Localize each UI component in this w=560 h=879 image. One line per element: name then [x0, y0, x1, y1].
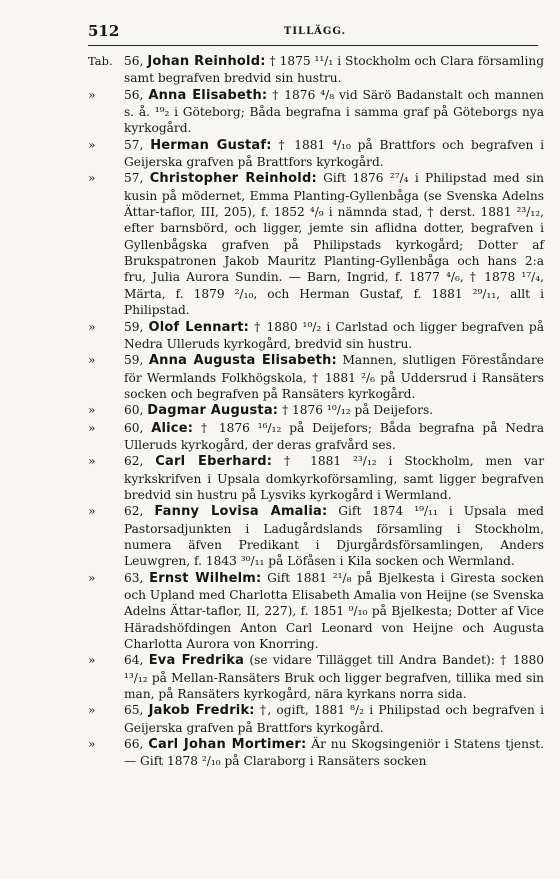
- entry-text: †, ogift, 1881 ⁸/₂ i Philipstad och begrafven i Geijerska grafven på Brattfors kyrkogård.: [124, 703, 545, 735]
- entry-text: Mannen, slutligen Föreståndare för Wermlands Folkhögskola, † 1881 ²/₆ på Uddersrud i Ransäters socken och begrafven på Ransäters kyrkogård.: [124, 353, 544, 401]
- table-marker: »: [88, 653, 96, 668]
- genealogy-entry: [88, 352, 544, 402]
- table-marker: »: [88, 171, 96, 186]
- person-name: Olof Lennart:: [148, 319, 250, 335]
- genealogy-entry: [88, 702, 545, 736]
- person-name: Carl Johan Mortimer:: [148, 737, 307, 753]
- genealogy-entry: [88, 453, 545, 503]
- genealogy-entry: [88, 87, 545, 137]
- person-name: Johan Reinhold:: [147, 54, 266, 69]
- entry-text: Gift 1874 ¹⁹/₁₁ i Upsala med Pastorsadjunkten i Ladugårdslands församling i Stockholm, numera äfven Predikant i Djurgårdsförsamlingen, Anders Leuwgren, f. 1843 ³⁰/₁₁ på Löfåsen i Kila socken och Wermland.: [124, 504, 544, 569]
- genealogy-entry: [88, 420, 545, 454]
- table-number: 56,: [124, 87, 144, 102]
- genealogy-entry: [88, 53, 545, 87]
- entry-text: † 1881 ⁴/₁₀ på Brattfors och begrafven i Geijerska grafven på Brattfors kyrkogård.: [124, 137, 545, 170]
- entry-list: [88, 53, 544, 770]
- header-rule: [88, 45, 538, 46]
- person-name: Jakob Fredrik:: [148, 703, 255, 719]
- entry-text: † 1880 ¹⁰/₂ i Carlstad och ligger begrafven på Nedra Ulleruds kyrkogård, bredvid sin hustru.: [124, 319, 544, 351]
- person-name: Herman Gustaf:: [150, 137, 272, 153]
- table-marker: »: [88, 570, 96, 585]
- running-title: TILLÄGG.: [283, 26, 347, 37]
- page-header: [88, 22, 542, 42]
- person-name: Anna Augusta Elisabeth:: [148, 353, 337, 369]
- person-name: Dagmar Augusta:: [147, 403, 279, 419]
- genealogy-entry: [88, 736, 545, 770]
- table-number: 57,: [124, 171, 144, 186]
- table-marker: »: [88, 737, 96, 752]
- genealogy-entry: [88, 503, 544, 569]
- table-number: 60,: [124, 420, 144, 435]
- table-number: 66,: [124, 737, 144, 752]
- person-name: Anna Elisabeth:: [148, 87, 268, 103]
- entry-text: Gift 1876 ²⁷/₄ i Philipstad med sin kusin på mödernet, Emma Planting-Gyllenbåga (se Svenska Adelns Ättar-taflor, III, 205), f. 1852 ⁴/₉ i nämnda stad, † derst. 1881 ²³/₁₂, efter barnsbörd, och ligger, jemte sin aflidna dotter, begrafven i Gyllenbågska grafven på Philipstads kyrkogård; Dotter af Brukspatronen Jakob Mauritz Planting-Gyllenbåga och hans 2:a fru, Julia Aurora Sundin. — Barn, Ingrid, f. 1877 ⁴/₆, † 1878 ¹⁷/₄, Märta, f. 1879 ²/₁₀, och Herman Gustaf, f. 1881 ²⁹/₁₁, allt i Philipstad.: [124, 171, 544, 318]
- entry-text: † 1876 ⁴/₈ vid Särö Badanstalt och mannen s. å. ¹⁹₂ i Göteborg; Båda begrafna i samma graf på Göteborgs nya kyrkogård.: [124, 87, 545, 136]
- person-name: Fanny Lovisa Amalia:: [154, 504, 328, 520]
- table-marker: »: [88, 87, 96, 102]
- table-marker: »: [88, 703, 96, 718]
- genealogy-entry: [88, 170, 544, 318]
- table-number: 63,: [124, 570, 144, 585]
- genealogy-entry: [88, 570, 545, 653]
- genealogy-entry: [88, 319, 544, 353]
- table-number: 65,: [124, 703, 144, 718]
- genealogy-entry: [88, 137, 545, 171]
- table-number: 62,: [124, 504, 144, 519]
- table-marker: »: [88, 353, 96, 368]
- table-marker: Tab.: [88, 54, 113, 68]
- entry-text: Är nu Skogsingeniör i Statens tjenst. — Gift 1878 ²/₁₀ på Claraborg i Ransäters socken: [124, 737, 545, 769]
- page-number: 512: [88, 22, 120, 40]
- table-marker: »: [88, 454, 96, 469]
- genealogy-entry: [88, 652, 544, 702]
- entry-text: † 1875 ¹¹/₁ i Stockholm och Clara församling samt begrafven bredvid sin hustru.: [124, 54, 545, 86]
- person-name: Christopher Reinhold:: [149, 171, 317, 187]
- table-number: 62,: [124, 454, 144, 469]
- entry-text: † 1876 ¹⁶/₁₂ på Deijefors; Båda begrafna på Nedra Ulleruds kyrkogård, der deras grafvård ses.: [124, 420, 545, 452]
- entry-text: † 1881 ²³/₁₂ i Stockholm, men var kyrkskrifven i Upsala domkyrkoförsamling, samt ligger begrafven bredvid sin hustru på Lysviks kyrkogård i Wermland.: [124, 454, 545, 502]
- table-marker: »: [88, 504, 96, 519]
- table-number: 59,: [124, 319, 144, 334]
- person-name: Ernst Wilhelm:: [149, 570, 262, 586]
- person-name: Eva Fredrika: [148, 653, 245, 669]
- entry-text: Gift 1881 ²¹/₈ på Bjelkesta i Giresta socken och Upland med Charlotta Elisabeth Amalia von Heijne (se Svenska Adelns Ättar-taflor, II, 227), f. 1851 ⁹/₁₀ på Bjelkesta; Dotter af Vice Häradshöfdingen Anton Carl Leonard von Heijne och Augusta Charlotta Aurora von Knorring.: [124, 570, 545, 652]
- table-marker: »: [88, 319, 96, 334]
- table-number: 64,: [124, 653, 144, 668]
- table-number: 56,: [124, 54, 144, 68]
- table-marker: »: [88, 403, 96, 418]
- person-name: Alice:: [151, 420, 194, 436]
- table-number: 57,: [124, 137, 144, 152]
- entry-text: (se vidare Tillägget till Andra Bandet): † 1880 ¹³/₁₂ på Mellan-Ransäters Bruk och ligger begrafven, tillika med sin man, på Ransäters kyrkogård, nära kyrkans norra sida.: [124, 653, 544, 702]
- table-marker: »: [88, 137, 96, 152]
- table-number: 59,: [124, 353, 144, 368]
- person-name: Carl Eberhard:: [155, 454, 273, 470]
- entry-text: † 1876 ¹⁰/₁₂ på Deijefors.: [282, 403, 434, 418]
- table-marker: »: [88, 420, 96, 435]
- table-number: 60,: [124, 403, 144, 418]
- genealogy-entry: [88, 402, 544, 419]
